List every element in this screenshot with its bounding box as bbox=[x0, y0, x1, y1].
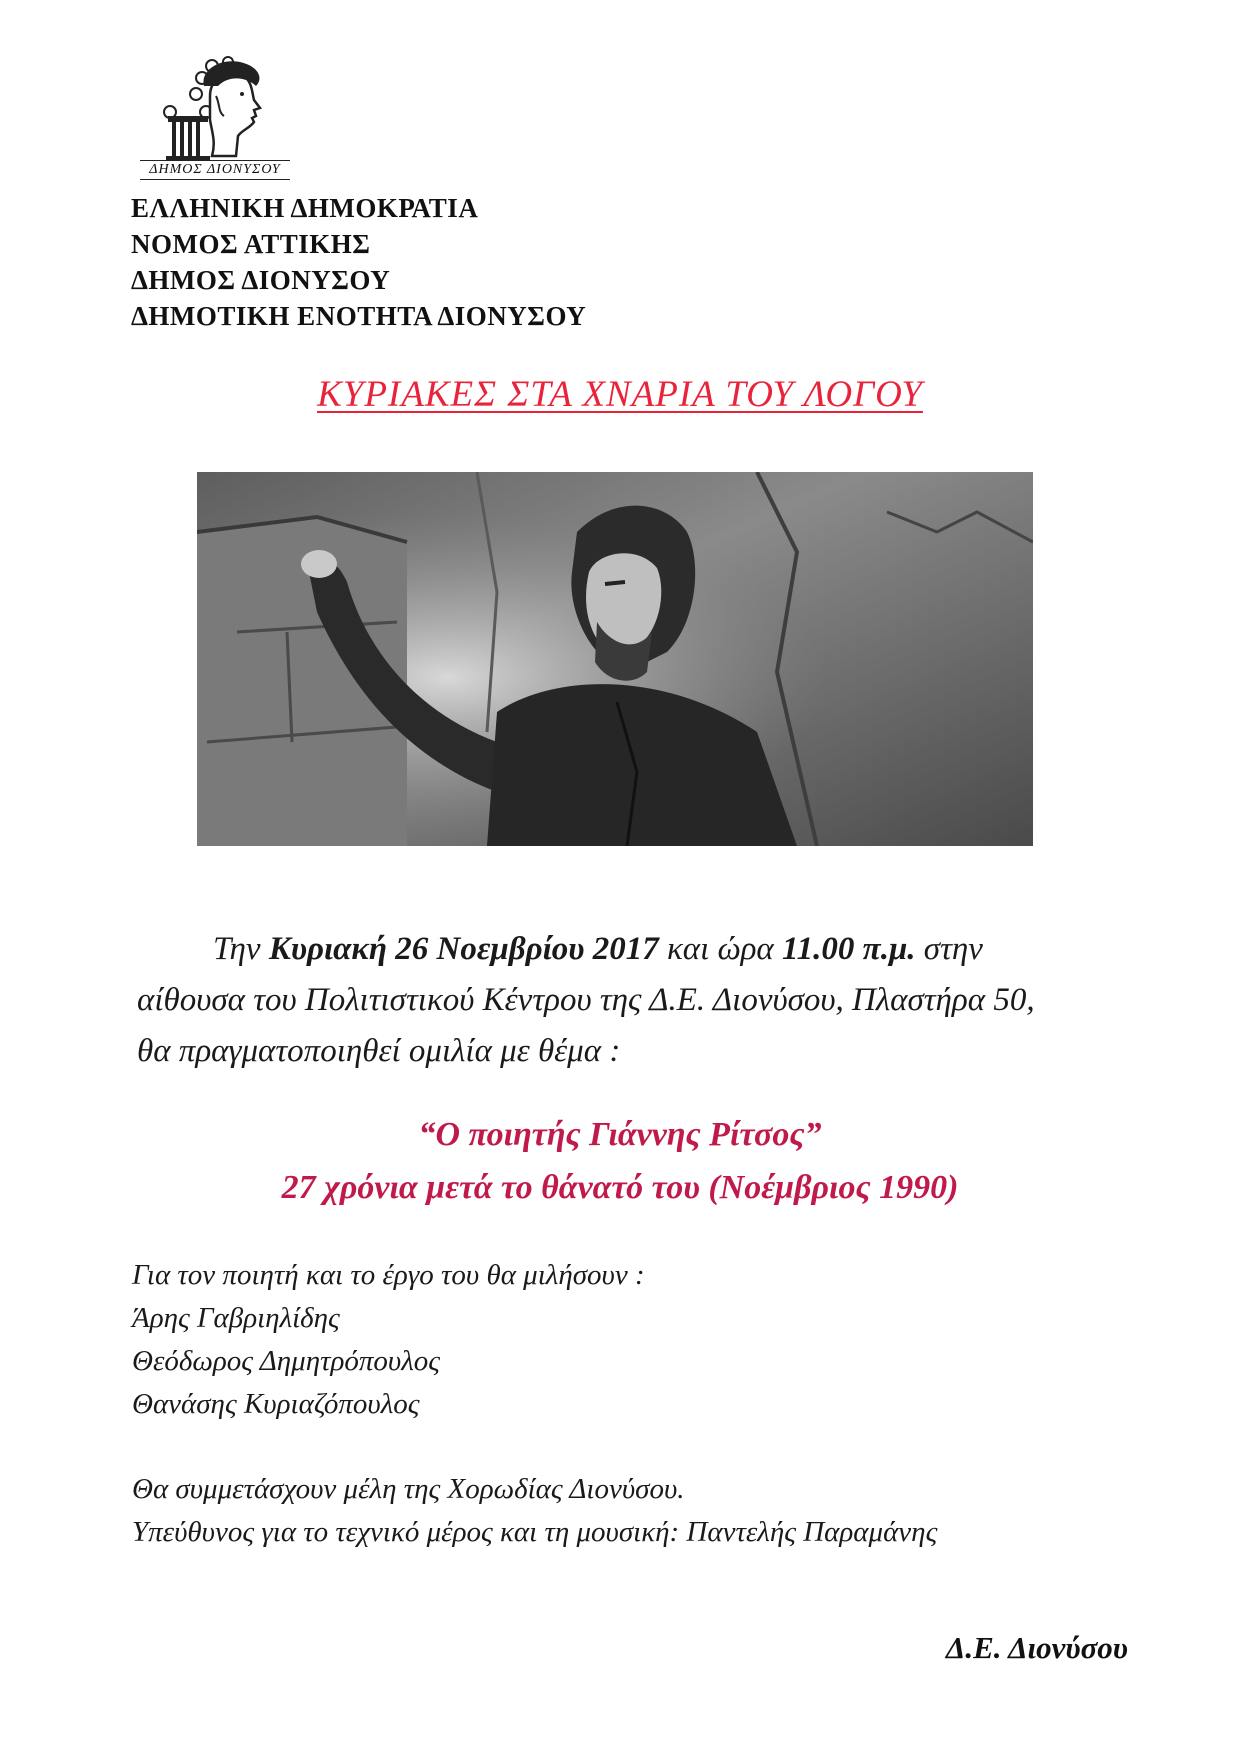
event-date: Κυριακή 26 Νοεμβρίου 2017 bbox=[268, 931, 659, 967]
announcement-line-2: αίθουσα του Πολιτιστικού Κέντρου της Δ.Ε. Διονύσου, Πλαστήρα 50, bbox=[137, 982, 1035, 1018]
series-title: ΚΥΡΙΑΚΕΣ ΣΤΑ ΧΝΑΡΙΑ ΤΟΥ ΛΟΓΟΥ bbox=[317, 374, 923, 415]
event-time: 11.00 π.μ. bbox=[782, 931, 916, 967]
org-line-unit: ΔΗΜΟΤΙΚΗ ΕΝΟΤΗΤΑ ΔΙΟΝΥΣΟΥ bbox=[131, 301, 587, 331]
speakers-intro: Για τον ποιητή και το έργο του θα μιλήσουν : bbox=[132, 1259, 645, 1291]
dionysus-head-icon bbox=[140, 56, 290, 164]
org-line-prefecture: ΝΟΜΟΣ ΑΤΤΙΚΗΣ bbox=[131, 229, 371, 259]
organization-header bbox=[131, 190, 586, 334]
signature: Δ.Ε. Διονύσου bbox=[945, 1630, 1128, 1665]
poet-portrait-icon bbox=[197, 472, 1033, 846]
org-line-republic: ΕΛΛΗΝΙΚΗ ΔΗΜΟΚΡΑΤΙΑ bbox=[131, 193, 479, 223]
subject-line-2: 27 χρόνια μετά το θάνατό του (Νοέμβριος 1990) bbox=[281, 1169, 959, 1206]
announcement-line-3: θα πραγματοποιηθεί ομιλία με θέμα : bbox=[137, 1033, 621, 1069]
poet-photo bbox=[197, 472, 1033, 846]
intro-text: και ώρα bbox=[658, 931, 782, 967]
note-technical: Υπεύθυνος για το τεχνικό μέρος και τη μουσική: Παντελής Παραμάνης bbox=[132, 1516, 938, 1548]
note-choir: Θα συμμετάσχουν μέλη της Χορωδίας Διονύσου. bbox=[132, 1473, 685, 1505]
speaker-name: Άρης Γαβριηλίδης bbox=[132, 1302, 340, 1334]
org-line-municipality: ΔΗΜΟΣ ΔΙΟΝΥΣΟΥ bbox=[131, 265, 391, 295]
municipality-logo bbox=[140, 56, 290, 186]
speaker-name: Θεόδωρος Δημητρόπουλος bbox=[132, 1345, 441, 1377]
event-announcement bbox=[137, 924, 1137, 1077]
subject-line-1: “Ο ποιητής Γιάννης Ρίτσος” bbox=[418, 1116, 822, 1153]
speakers-list bbox=[132, 1254, 645, 1426]
logo-caption: ΔΗΜΟΣ ΔΙΟΝΥΣΟΥ bbox=[140, 160, 290, 180]
speaker-name: Θανάσης Κυριαζόπουλος bbox=[132, 1388, 420, 1420]
talk-subject bbox=[0, 1108, 1240, 1214]
event-notes bbox=[132, 1468, 937, 1554]
intro-text: Την bbox=[213, 931, 269, 967]
intro-text: στην bbox=[915, 931, 983, 967]
announcement-line-1 bbox=[137, 924, 1137, 975]
